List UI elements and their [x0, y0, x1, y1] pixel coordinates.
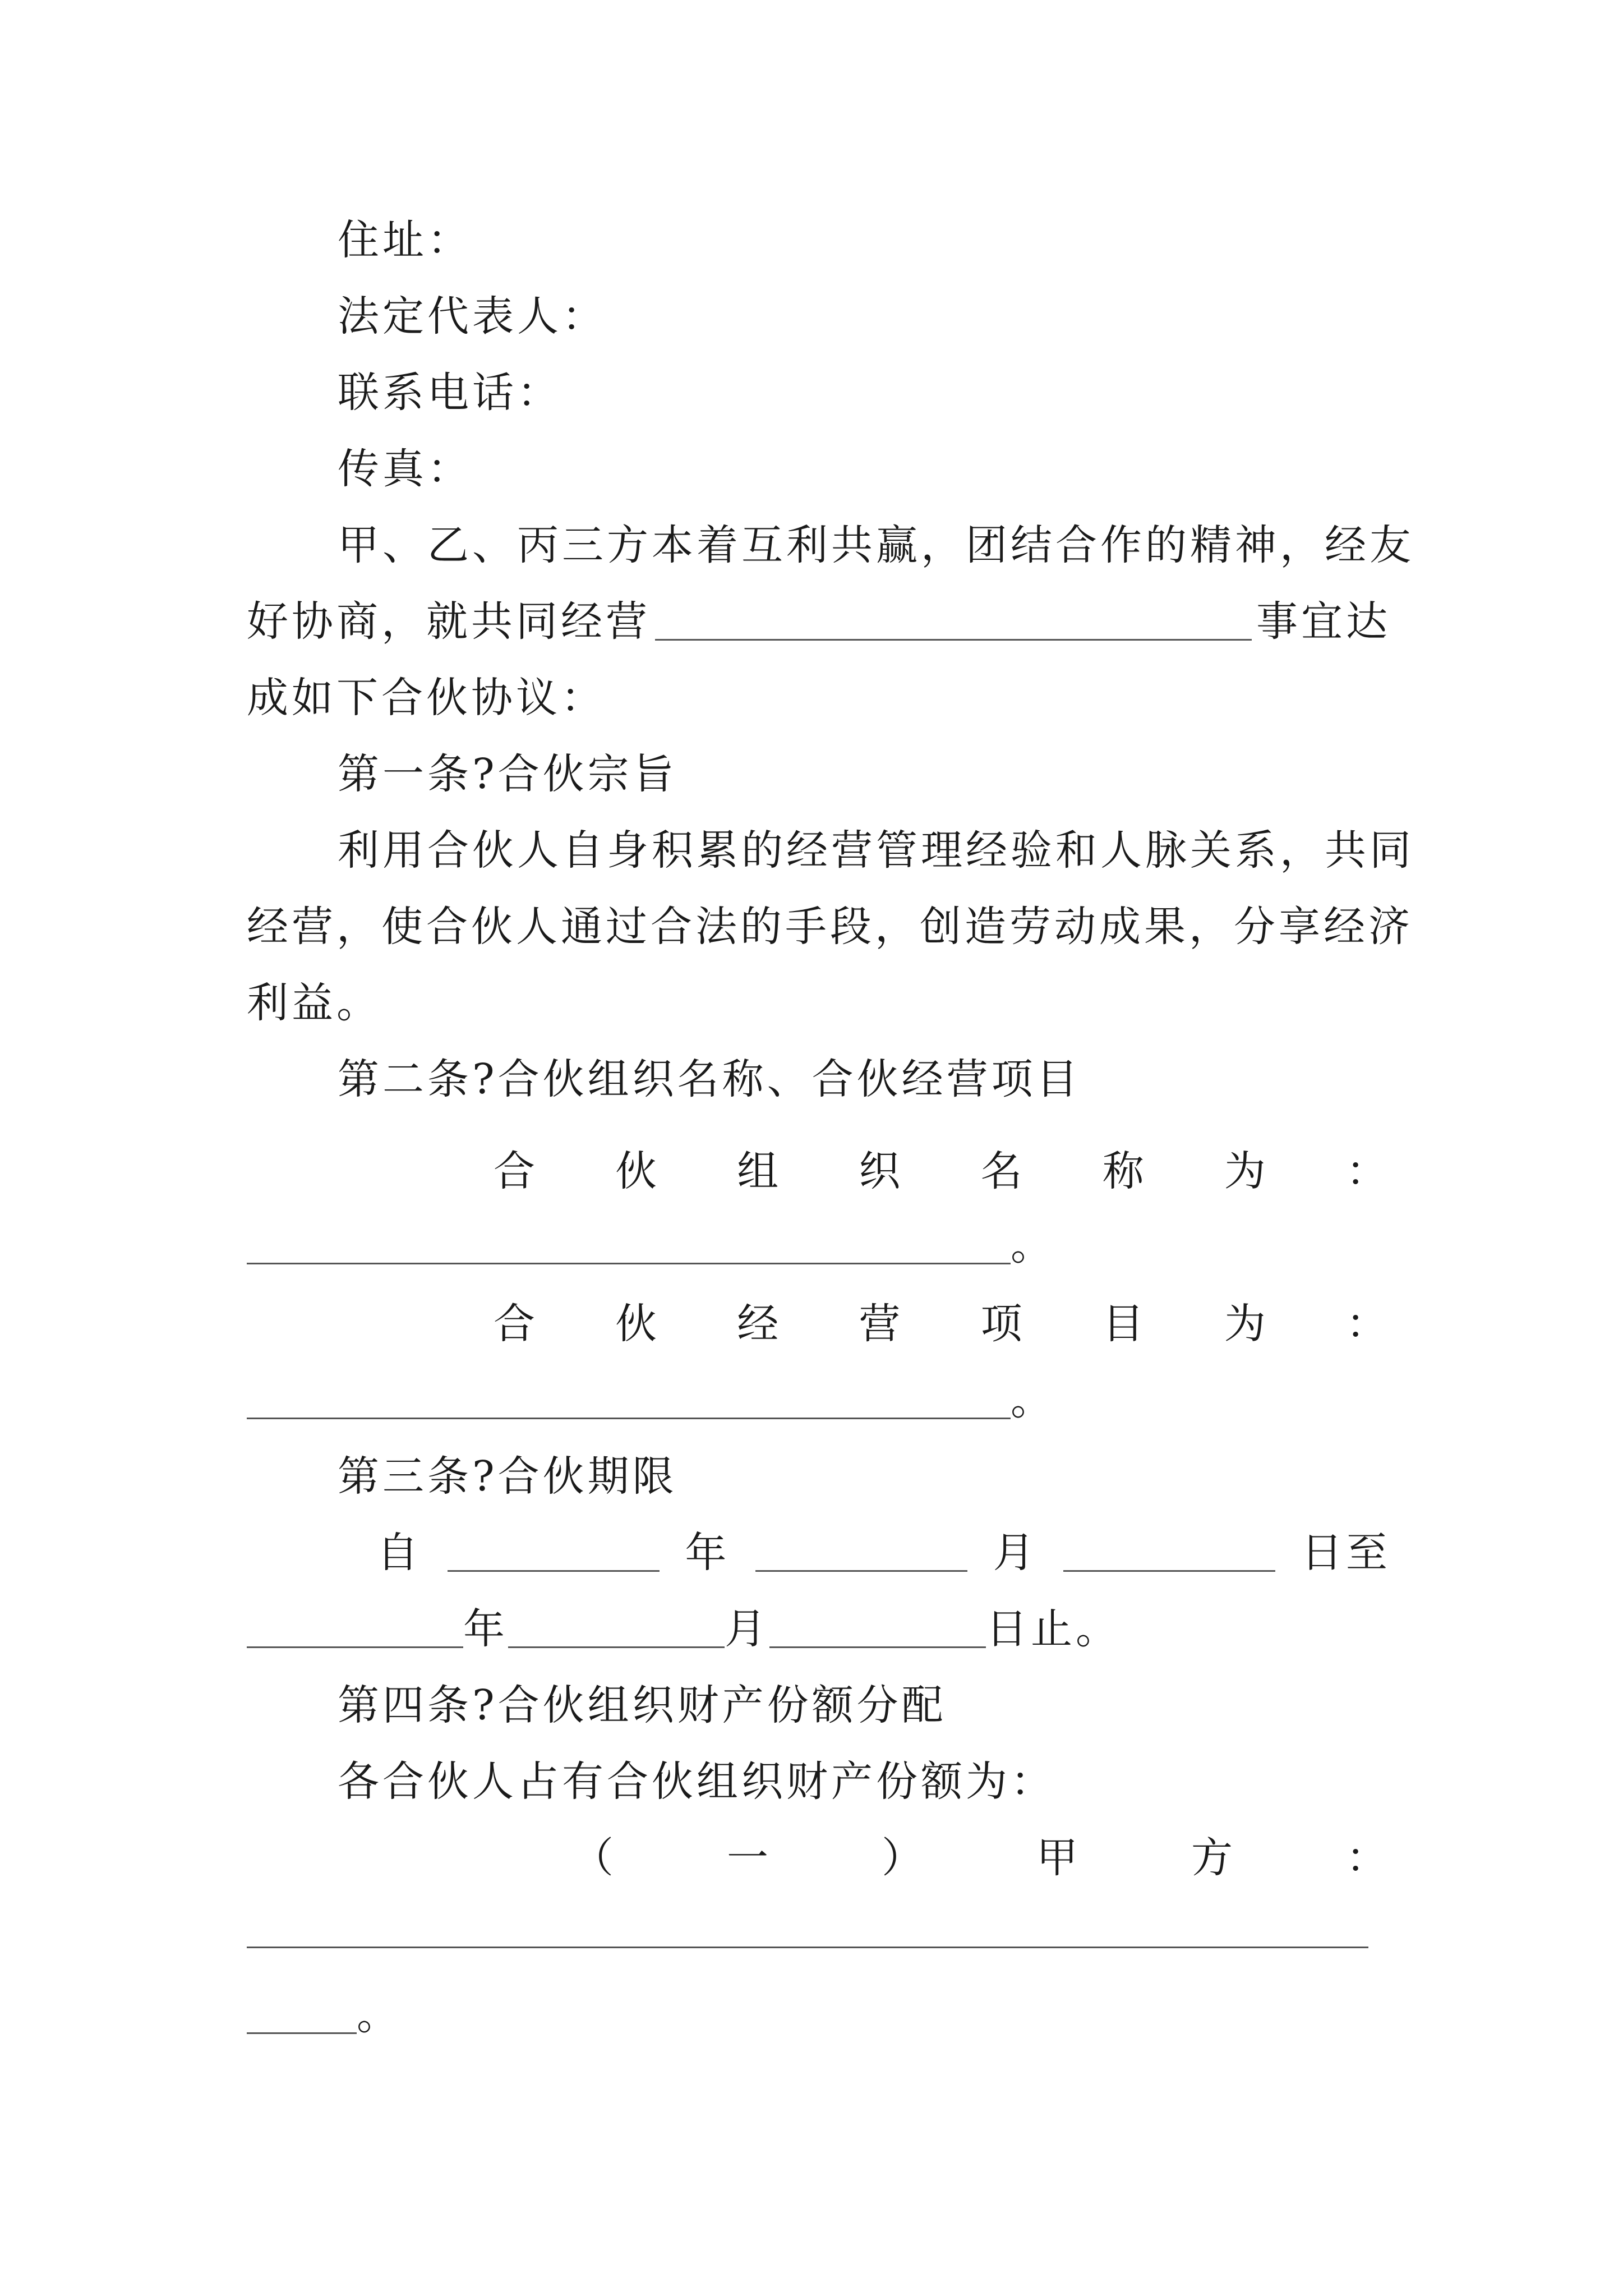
intro-line-2-start: 好协商，就共同经营 [247, 597, 651, 646]
start-day-blank[interactable] [1063, 1534, 1275, 1572]
org-name-blank[interactable] [247, 1227, 1011, 1264]
org-name-char: ： [1345, 1147, 1391, 1195]
term-line-1 [377, 1525, 1391, 1581]
article-1-line-3: 利益。 [247, 979, 381, 1027]
business-item-char: 伙 [615, 1300, 661, 1348]
org-name-char: 织 [859, 1147, 904, 1195]
business-item-char: 项 [980, 1300, 1026, 1348]
term-year-label: 年 [685, 1529, 730, 1577]
address-label: 住址： [338, 216, 472, 264]
business-item-blank[interactable] [247, 1382, 1011, 1419]
party-a-share-label [572, 1830, 1391, 1886]
org-name-char: 称 [1102, 1147, 1147, 1195]
business-item-fill-line [247, 1372, 1391, 1428]
business-item-char: 为 [1224, 1300, 1269, 1348]
article-1-line-1: 利用合伙人自身积累的经营管理经验和人脉关系，共同 [338, 826, 1414, 875]
fax-label: 传真： [338, 445, 472, 493]
party-a-share-blank-1[interactable] [247, 1947, 1368, 1948]
article-1-title: 第一条?合伙宗旨 [338, 750, 677, 798]
business-item-period: 。 [1011, 1376, 1055, 1424]
article-4-line-1: 各合伙人占有合伙组织财产份额为： [338, 1757, 1055, 1806]
start-year-blank[interactable] [448, 1534, 660, 1572]
intro-line-2 [247, 593, 1391, 650]
intro-line-2-end: 事宜达 [1256, 597, 1391, 646]
end-day-blank[interactable] [769, 1611, 986, 1648]
party-a-char: 一 [727, 1834, 772, 1882]
party-a-share-period: 。 [357, 1991, 402, 2039]
org-name-char: 伙 [615, 1147, 661, 1195]
term-month-label: 月 [993, 1529, 1038, 1577]
start-month-blank[interactable] [755, 1534, 967, 1572]
business-item-char: 合 [494, 1300, 538, 1348]
party-a-char: 甲 [1036, 1834, 1081, 1882]
org-name-fill-line [247, 1217, 1391, 1273]
org-name-char: 合 [494, 1147, 538, 1195]
party-a-char: （ [572, 1834, 617, 1882]
party-a-char: 方 [1191, 1834, 1236, 1882]
intro-line-1: 甲、乙、丙三方本着互利共赢，团结合作的精神，经友 [338, 521, 1414, 569]
business-item-char: 营 [859, 1300, 904, 1348]
party-a-char: ： [1346, 1834, 1391, 1882]
org-name-char: 为 [1224, 1147, 1269, 1195]
term-day-to-label: 日至 [1301, 1529, 1391, 1577]
party-a-share-blank-2[interactable] [247, 1996, 357, 2034]
article-1-line-2: 经营，使合伙人通过合法的手段，创造劳动成果，分享经济 [247, 903, 1413, 951]
party-a-share-fill-line [247, 1987, 1391, 2043]
business-item-label [494, 1296, 1391, 1352]
org-name-period: 。 [1011, 1221, 1055, 1269]
article-3-title: 第三条?合伙期限 [338, 1452, 677, 1501]
org-name-char: 组 [737, 1147, 782, 1195]
legal-representative-label: 法定代表人： [338, 292, 607, 341]
term-end-year-label: 年 [463, 1605, 508, 1653]
phone-label: 联系电话： [338, 369, 562, 417]
org-name-label [494, 1143, 1391, 1199]
article-4-title: 第四条?合伙组织财产份额分配 [338, 1681, 947, 1729]
business-item-char: 经 [737, 1300, 782, 1348]
term-end-day-label: 日止。 [986, 1605, 1121, 1653]
term-from-label: 自 [377, 1529, 422, 1577]
term-line-2 [247, 1601, 1391, 1657]
org-name-char: 名 [980, 1147, 1026, 1195]
business-item-char: 目 [1102, 1300, 1147, 1348]
term-end-month-label: 月 [725, 1605, 769, 1653]
end-year-blank[interactable] [247, 1611, 463, 1648]
party-a-char: ） [882, 1834, 926, 1882]
business-item-char: ： [1345, 1300, 1391, 1348]
business-matter-blank[interactable] [655, 603, 1252, 641]
intro-line-3: 成如下合伙协议： [247, 674, 606, 722]
end-month-blank[interactable] [508, 1611, 725, 1648]
article-2-title: 第二条?合伙组织名称、合伙经营项目 [338, 1055, 1081, 1103]
